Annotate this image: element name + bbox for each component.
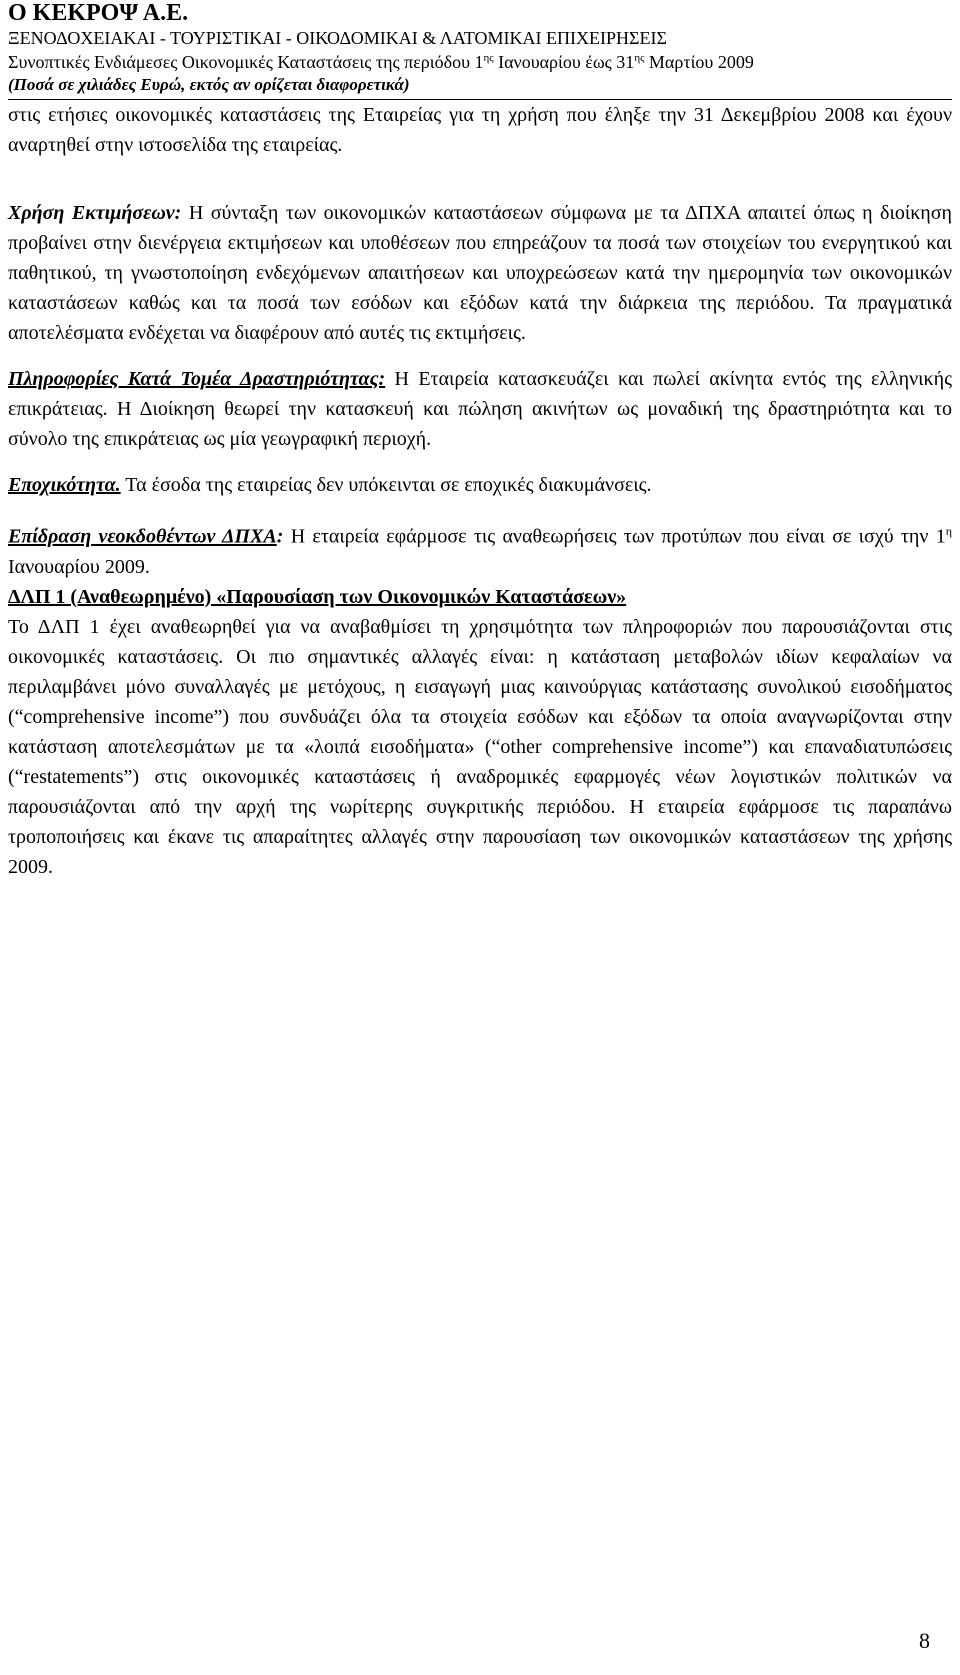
seasonality-heading: Εποχικότητα.	[8, 474, 121, 496]
report-period-part-b: Ιανουαρίου έως 31	[493, 52, 635, 72]
ias1-heading-text: ΔΛΠ 1 (Αναθεωρημένο) «Παρουσίαση των Οικονομικών Καταστάσεων»	[8, 585, 627, 608]
paragraph-ias1: Το ΔΛΠ 1 έχει αναθεωρηθεί για να αναβαθμίσει τη χρησιμότητα των πληροφοριών που παρουσιάζονται στις οικονομικές καταστάσεις. Οι πιο σημαντικές αλλαγές είναι: η κατάσταση μεταβολών ιδίων κεφαλαίων να περιλαμβάνει μόνο συναλλαγές με μετόχους, η εισαγωγή μιας καινούργιας κατάστασης συνολικού εισοδήματος (“comprehensive income”) που συνδυάζει όλα τα στοιχεία εσόδων και εξόδων τα οποία αναγνωρίζονται στην κατάσταση αποτελεσμάτων με τα «λοιπά εισοδήματα» (“other comprehensive income”) και επαναδιατυπώσεις (“restatements”) στις οικονομικές καταστάσεις ή αναδρομικές εφαρμογές νέων λογιστικών πολιτικών να παρουσιάζονται από την αρχή της νωρίτερης συγκριτικής περιόδου. Η εταιρεία εφάρμοσε τις παραπάνω τροποποιήσεις και έκανε τις απαραίτητες αλλαγές στην παρουσίαση των οικονομικών καταστάσεων της χρήσης 2009.	[8, 615, 952, 878]
segment-text: Η Εταιρεία κατασκευάζει και πωλεί ακίνητα εντός της ελληνικής επικράτειας. Η Διοίκηση θεωρεί την κατασκευή και πώληση ακινήτων ως μοναδική της δραστηριότητα και το σύνολο της επικράτειας ως μία γεωγραφική περιοχή.	[8, 368, 952, 450]
page-number: 8	[919, 1628, 930, 1653]
new-ifrs-text-b: Ιανουαρίου 2009.	[8, 555, 150, 578]
ias1-heading	[8, 582, 952, 612]
paragraph-seasonality	[8, 470, 952, 500]
paragraph-annual-statements: στις ετήσιες οικονομικές καταστάσεις της Εταιρείας για τη χρήση που έληξε την 31 Δεκεμβρίου 2008 και έχουν αναρτηθεί στην ιστοσελίδα της εταιρείας.	[8, 104, 952, 156]
paragraph-new-ifrs	[8, 516, 952, 582]
report-period-sup-2: ης	[634, 52, 645, 64]
estimates-heading: Χρήση Εκτιμήσεων:	[8, 202, 182, 224]
currency-note: (Ποσά σε χιλιάδες Ευρώ, εκτός αν ορίζεται διαφορετικά)	[8, 75, 410, 94]
company-name: Ο ΚΕΚΡΟΨ Α.Ε.	[8, 0, 189, 26]
report-period-part-a: Συνοπτικές Ενδιάμεσες Οικονομικές Καταστάσεις της περιόδου 1	[8, 52, 484, 72]
new-ifrs-sup: η	[945, 524, 952, 538]
spacer	[8, 454, 952, 470]
new-ifrs-text-a: Η εταιρεία εφάρμοσε τις αναθεωρήσεις των προτύπων που είναι σε ισχύ την 1	[283, 525, 946, 548]
report-period-part-c: Μαρτίου 2009	[644, 52, 754, 72]
report-period-sup-1: ης	[483, 52, 494, 64]
spacer	[8, 348, 952, 364]
spacer	[8, 160, 952, 198]
segment-heading: Πληροφορίες Κατά Τομέα Δραστηριότητας:	[8, 368, 386, 390]
page-header	[8, 0, 952, 100]
paragraph-segment-info	[8, 364, 952, 454]
new-ifrs-heading: Επίδραση νεοκδοθέντων ΔΠΧΑ	[8, 525, 277, 548]
page-body	[8, 100, 952, 882]
seasonality-text: Τα έσοδα της εταιρείας δεν υπόκεινται σε εποχικές διακυμάνσεις.	[120, 474, 652, 496]
estimates-text: Η σύνταξη των οικονομικών καταστάσεων σύμφωνα με τα ΔΠΧΑ απαιτεί όπως η διοίκηση προβαίνει στην διενέργεια εκτιμήσεων και υποθέσεων που επηρεάζουν τα ποσά των στοιχείων του ενεργητικού και παθητικού, τη γνωστοποίηση ενδεχόμενων απαιτήσεων και υποχρεώσεων κατά την ημερομηνία των οικονομικών καταστάσεων καθώς και τα ποσά των εσόδων και εξόδων κατά την διάρκεια της περιόδου. Τα πραγματικά αποτελέσματα ενδέχεται να διαφέρουν από αυτές τις εκτιμήσεις.	[8, 202, 952, 344]
company-subtitle: ΞΕΝΟΔΟΧΕΙΑΚΑΙ - ΤΟΥΡΙΣΤΙΚΑΙ - ΟΙΚΟΔΟΜΙΚΑΙ & ΛΑΤΟΜΙΚΑΙ ΕΠΙΧΕΙΡΗΣΕΙΣ	[8, 28, 667, 48]
paragraph-estimates	[8, 198, 952, 348]
new-ifrs-colon: :	[276, 525, 284, 548]
report-period	[8, 50, 952, 74]
spacer	[8, 500, 952, 516]
